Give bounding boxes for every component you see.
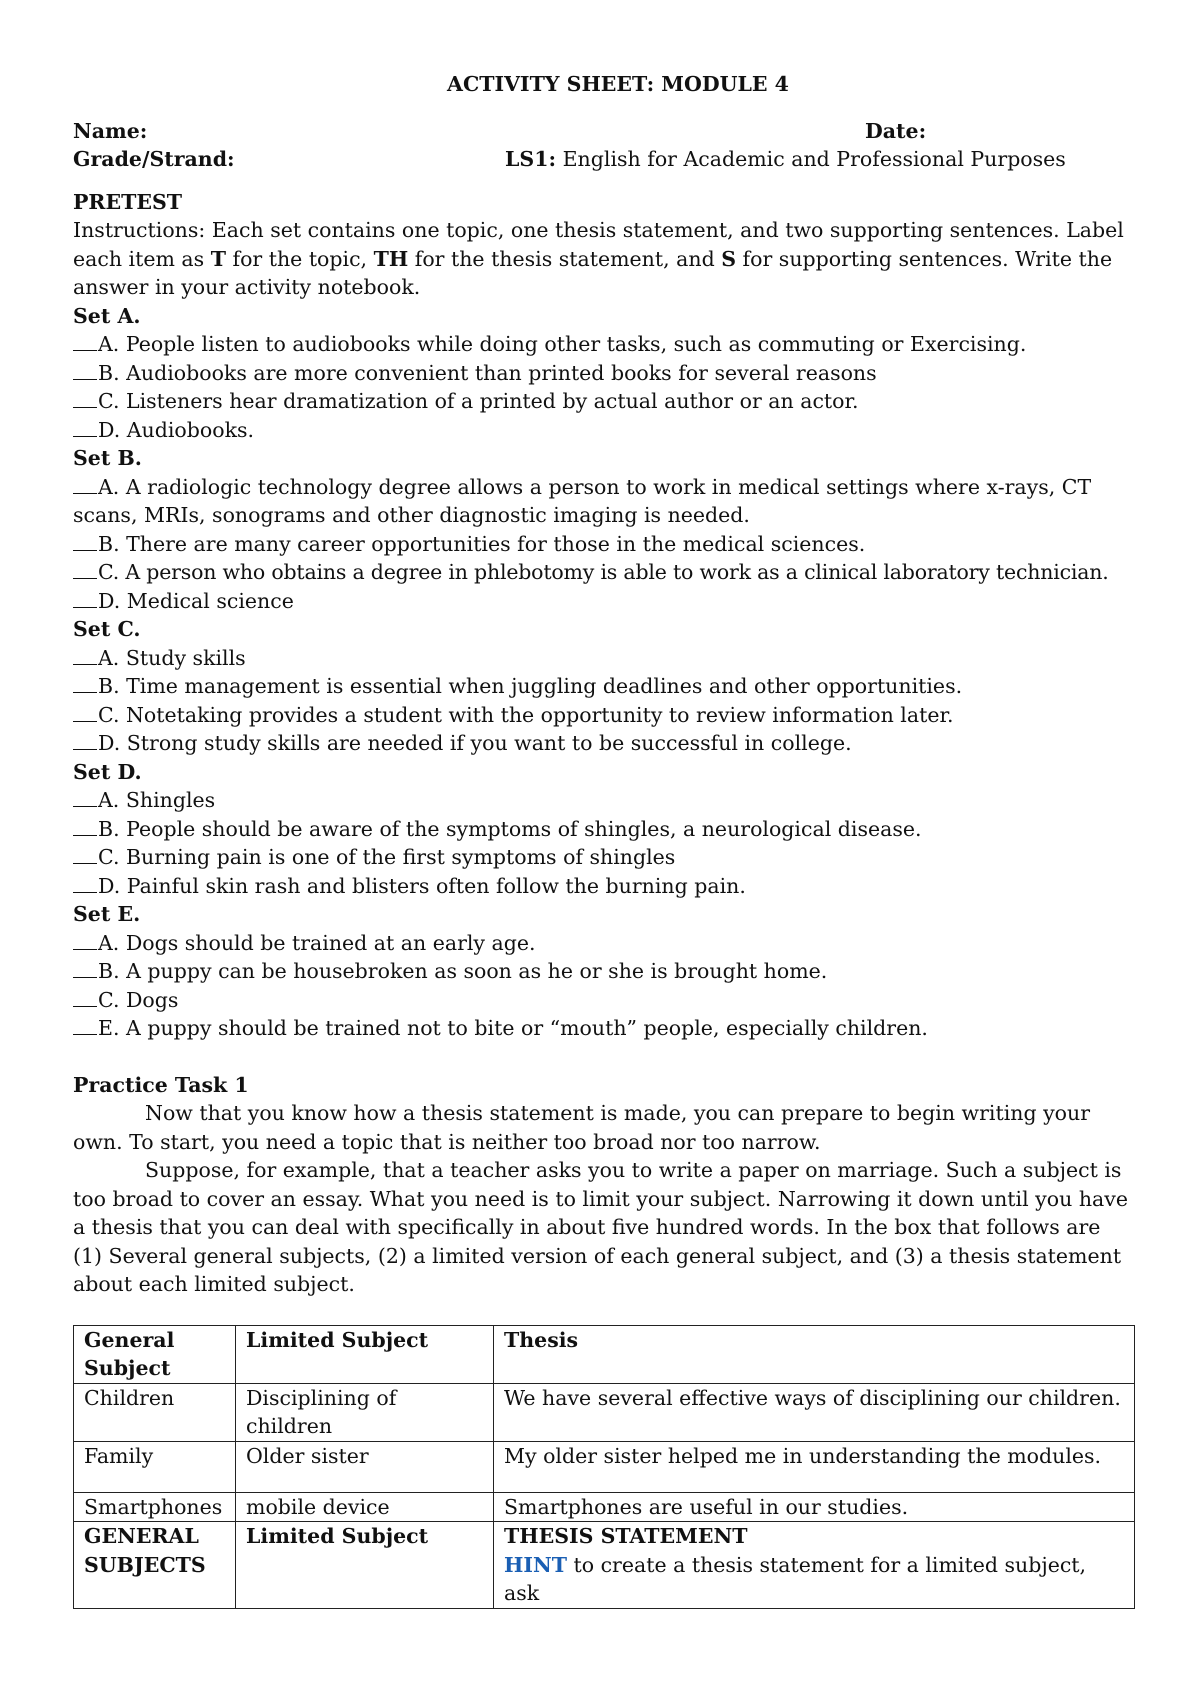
grade-ls-row	[73, 145, 1133, 174]
list-item: A. Study skills	[73, 644, 1133, 673]
answer-blank	[73, 387, 97, 408]
answer-blank	[73, 644, 97, 665]
practice-paragraph-2: Suppose, for example, that a teacher asks you to write a paper on marriage. Such a subject is too broad to cover an essay. What you need is to limit your subject. Narrowing it down until you have a thesis that you can deal with specifically in about five hundred words. In the box that follows are (1) Several general subjects, (2) a limited version of each general subject, and (3) a thesis statement about each limited subject.	[73, 1158, 1128, 1296]
list-item: A. A radiologic technology degree allows a person to work in medical settings where x-rays, CT scans, MRIs, sonograms and other diagnostic imaging is needed.	[73, 474, 1092, 527]
answer-blank	[73, 359, 97, 380]
hint-label: HINT	[504, 1552, 567, 1577]
list-item: C. Burning pain is one of the first symptoms of shingles	[73, 843, 1133, 872]
list-item: E. A puppy should be trained not to bite or “mouth” people, especially children.	[73, 1014, 1133, 1043]
list-item: D. Medical science	[73, 587, 1133, 616]
list-item: B. Audiobooks are more convenient than printed books for several reasons	[73, 359, 1133, 388]
activity-sheet	[73, 70, 1133, 1609]
answer-blank	[73, 957, 97, 978]
answer-blank	[73, 330, 97, 351]
answer-blank	[73, 416, 97, 437]
thesis-table	[73, 1325, 1135, 1609]
answer-blank	[73, 587, 97, 608]
answer-blank	[73, 929, 97, 950]
answer-blank	[73, 872, 97, 893]
practice-heading: Practice Task 1	[73, 1072, 249, 1097]
table-header-row: General Subject Limited Subject Thesis	[74, 1325, 1135, 1383]
pretest-instructions: Instructions: Each set contains one topic, one thesis statement, and two supporting sentences. Label each item as T for the topic, TH for the thesis statement, and S for supporting sentences. Write the answer in your activity notebook.	[73, 218, 1124, 299]
list-item: A. Dogs should be trained at an early age.	[73, 929, 1133, 958]
list-item: B. There are many career opportunities for those in the medical sciences.	[73, 530, 1133, 559]
list-item: D. Painful skin rash and blisters often follow the burning pain.	[73, 872, 1133, 901]
set-c-label: Set C.	[73, 617, 141, 641]
list-item: B. A puppy can be housebroken as soon as he or she is brought home.	[73, 957, 1133, 986]
answer-blank	[73, 729, 97, 750]
answer-blank	[73, 843, 97, 864]
list-item: C. Notetaking provides a student with the opportunity to review information later.	[73, 701, 1133, 730]
set-e-label: Set E.	[73, 902, 141, 926]
date-label: Date:	[865, 118, 927, 143]
answer-blank	[73, 986, 97, 1007]
set-a-label: Set A.	[73, 303, 141, 328]
set-d-label: Set D.	[73, 759, 142, 784]
answer-blank	[73, 672, 97, 693]
page-title: ACTIVITY SHEET: MODULE 4	[447, 72, 789, 96]
set-b-label: Set B.	[73, 446, 142, 470]
answer-blank	[73, 473, 97, 494]
practice-section	[73, 1071, 1133, 1299]
table-row: Family Older sister My older sister helped me in understanding the modules.	[74, 1441, 1135, 1492]
list-item: C. A person who obtains a degree in phlebotomy is able to work as a clinical laboratory technician.	[73, 558, 1133, 587]
name-label: Name:	[73, 118, 148, 143]
pretest-heading: PRETEST	[73, 189, 183, 214]
list-item: C. Listeners hear dramatization of a printed by actual author or an actor.	[73, 387, 1133, 416]
list-item: D. Audiobooks.	[73, 416, 1133, 445]
list-item: C. Dogs	[73, 986, 1133, 1015]
answer-blank	[73, 1014, 97, 1035]
answer-blank	[73, 815, 97, 836]
pretest-section	[73, 188, 1133, 1043]
answer-blank	[73, 558, 97, 579]
ls-value: English for Academic and Professional Purposes	[562, 147, 1066, 171]
list-item: B. People should be aware of the symptoms of shingles, a neurological disease.	[73, 815, 1133, 844]
list-item: B. Time management is essential when juggling deadlines and other opportunities.	[73, 672, 1133, 701]
name-date-row	[73, 117, 1133, 146]
answer-blank	[73, 701, 97, 722]
list-item: A. People listen to audiobooks while doing other tasks, such as commuting or Exercising.	[73, 330, 1133, 359]
table-footer-row: GENERAL SUBJECTS Limited Subject THESIS STATEMENT HINT to create a thesis statement for a limited subject, ask	[74, 1522, 1135, 1609]
table-row: Children Disciplining of children We have several effective ways of disciplining our children.	[74, 1383, 1135, 1441]
list-item: A. Shingles	[73, 786, 1133, 815]
grade-label: Grade/Strand:	[73, 147, 235, 171]
list-item: D. Strong study skills are needed if you want to be successful in college.	[73, 729, 1133, 758]
answer-blank	[73, 786, 97, 807]
table-row: Smartphones mobile device Smartphones are useful in our studies.	[74, 1492, 1135, 1522]
ls-label: LS1:	[505, 147, 557, 171]
answer-blank	[73, 530, 97, 551]
practice-paragraph-1: Now that you know how a thesis statement is made, you can prepare to begin writing your own. To start, you need a topic that is neither too broad nor too narrow.	[73, 1101, 1091, 1154]
